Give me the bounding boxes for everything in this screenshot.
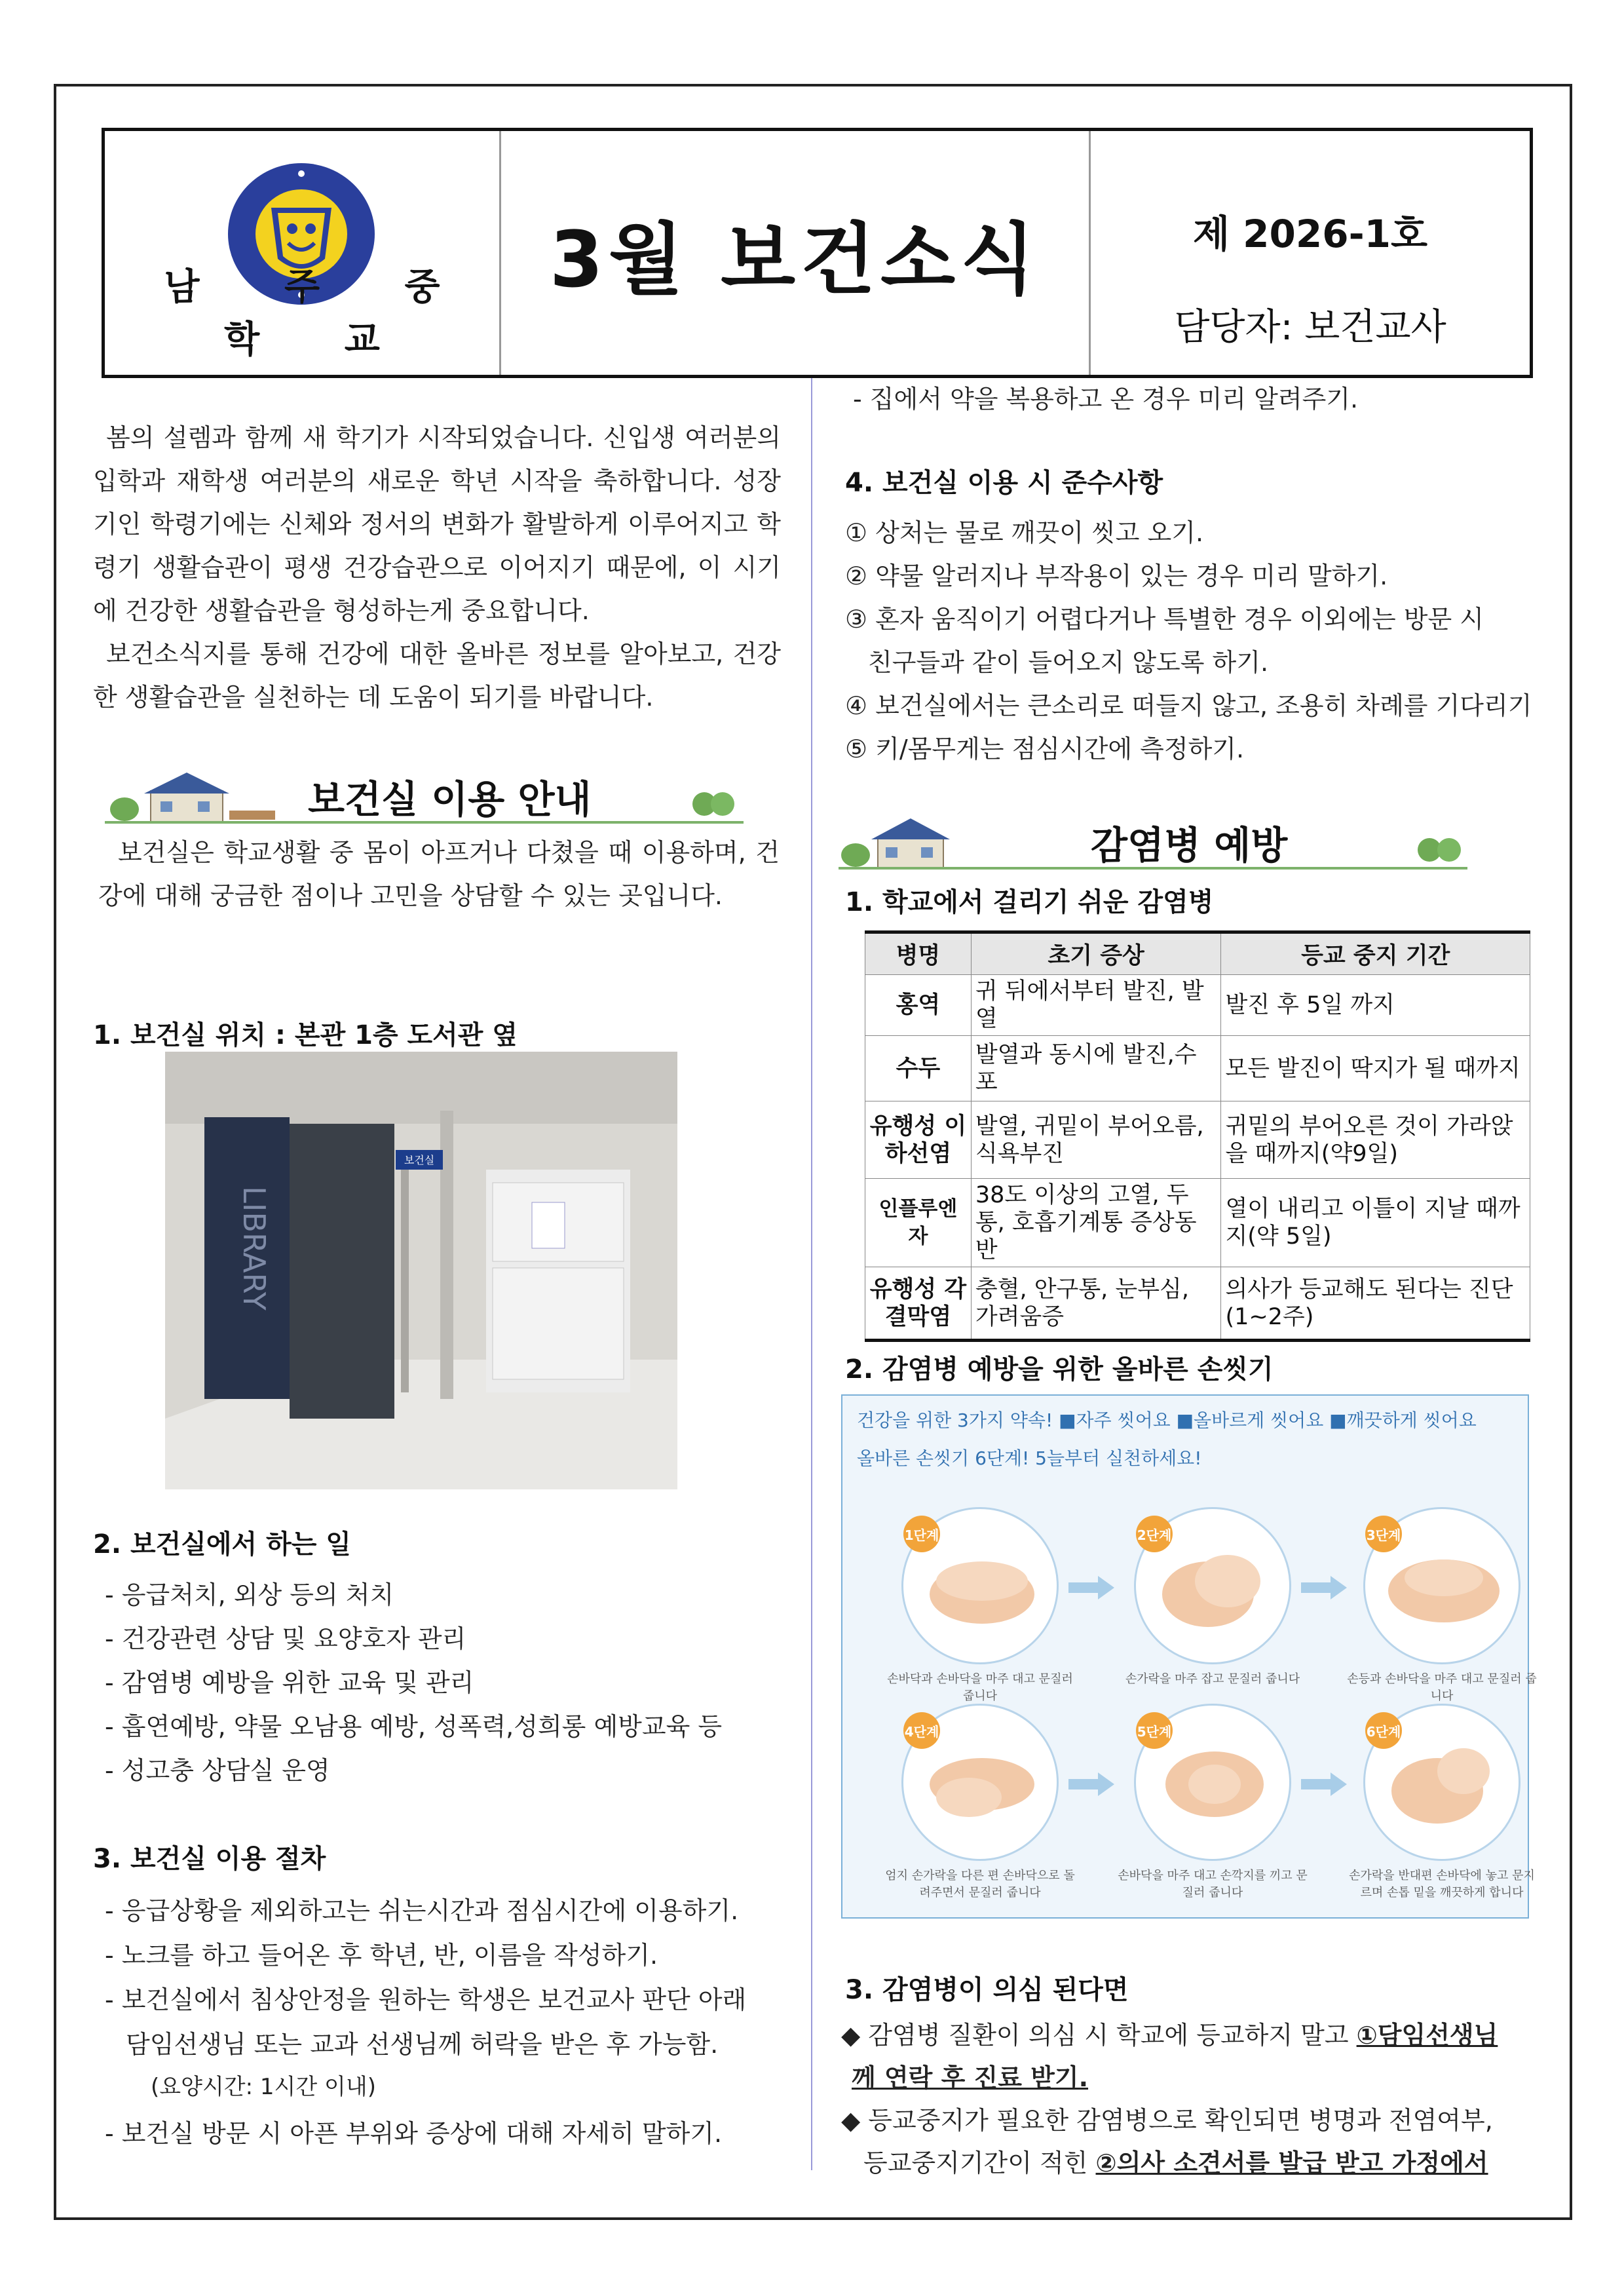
newsletter-title: 3월 보건소식: [549, 214, 1041, 305]
disease-period: 모든 발진이 딱지가 될 때까지: [1221, 1036, 1530, 1101]
poster-header: [850, 1401, 1520, 1485]
issue-number: 제 2026-1호: [1192, 212, 1428, 256]
procedure-item: (요양시간: 1시간 이내): [151, 2074, 376, 2100]
school-name: 남 주 중 학 교: [164, 266, 476, 361]
step-badge: 4단계: [903, 1712, 940, 1749]
procedure-item: - 집에서 약을 복용하고 온 경우 미리 알려주기.: [853, 385, 1359, 413]
suspect-text: 등교중지기간이 적힌: [863, 2149, 1096, 2177]
step-caption: 손가락을 반대편 손바닥에 놓고 문지르며 손톱 밑을 깨끗하게 합니다: [1349, 1869, 1535, 1900]
duty-item: - 감염병 예방을 위한 교육 및 관리: [105, 1668, 474, 1697]
rule-item: ④ 보건실에서는 큰소리로 떠들지 않고, 조용히 차례를 기다리기: [845, 691, 1532, 720]
handwash-step-3: [1363, 1507, 1520, 1664]
procedure-item: - 보건실에서 침상안정을 원하는 학생은 보건교사 판단 아래: [105, 1985, 747, 2014]
procedure-item: - 보건실 방문 시 아픈 부위와 증상에 대해 자세히 말하기.: [105, 2119, 723, 2148]
house-icon: [105, 771, 282, 824]
handwash-step-2: [1134, 1507, 1291, 1664]
tree-icon: [1415, 830, 1467, 870]
manager-label: 담당자: 보건교사: [1174, 306, 1446, 349]
duty-item: - 성고충 상담실 운영: [105, 1756, 330, 1785]
suspect-emphasis: ②의사 소견서를 발급 받고 가정에서: [1095, 2149, 1488, 2177]
photo-wall-text: LIBRARY: [236, 1186, 272, 1311]
disease-symptom: 충혈, 안구통, 눈부심, 가려움증: [971, 1267, 1221, 1341]
suspect-item-2-cont: [863, 2143, 1488, 2179]
step-caption: 엄지 손가락을 다른 편 손바닥으로 돌려주면서 문질러 줍니다: [885, 1869, 1075, 1900]
disease-period: 열이 내리고 이틀이 지날 때까지(약 5일): [1221, 1179, 1530, 1267]
banner-title: 감염병 예방: [1091, 823, 1288, 868]
disease-name: 홍역: [865, 975, 972, 1036]
intro-paragraph-1: 봄의 설렘과 함께 새 학기가 시작되었습니다. 신입생 여러분의 입학과 재학생 여러분의 새로운 학년 시작을 축하합니다. 성장기인 학령기에는 신체와 정서의 변화가 활발하게 이루어지고 학령기 생활습관이 평생 건강습관으로 이어지기 때문에, 이 시기에 건강한 생활습관을 형성하는게 중요합니다.: [93, 423, 781, 625]
procedure-item: - 노크를 하고 들어온 후 학년, 반, 이름을 작성하기.: [105, 1941, 658, 1970]
disease-period: 발진 후 5일 까지: [1221, 975, 1530, 1036]
handwash-step-6: [1363, 1704, 1520, 1861]
disease-symptom: 발열, 귀밑이 부어오름, 식욕부진: [971, 1101, 1221, 1179]
arrow-right-icon: [1068, 1772, 1114, 1796]
rule-item: ③ 혼자 움직이기 어렵다거나 특별한 경우 이외에는 방문 시: [845, 605, 1484, 634]
house-icon: [839, 817, 970, 870]
duty-item: - 흡연예방, 약물 오남용 예방, 성폭력,성희롱 예방교육 등: [105, 1712, 723, 1741]
suspect-emphasis: ①담임선생님: [1356, 2021, 1498, 2050]
common-disease-heading: 1. 학교에서 걸리기 쉬운 감염병: [845, 887, 1214, 917]
handwash-heading: 2. 감염병 예방을 위한 올바른 손씻기: [845, 1354, 1274, 1385]
step-badge: 5단계: [1136, 1712, 1173, 1749]
step-caption: 손등과 손바닥을 마주 대고 문질러 줍니다: [1347, 1672, 1537, 1703]
banner-infection: [839, 816, 1467, 875]
banner-title: 보건실 이용 안내: [308, 777, 592, 822]
table-row: [865, 975, 1530, 1036]
suspect-item-2: ◆ 등교중지가 필요한 감염병으로 확인되면 병명과 전염여부,: [841, 2106, 1493, 2135]
procedure-item: 담임선생님 또는 교과 선생님께 허락을 받은 후 가능함.: [126, 2030, 719, 2059]
location-heading: 1. 보건실 위치 : 본관 1층 도서관 옆: [93, 1020, 518, 1050]
title-block: [501, 131, 1091, 375]
step-badge: 1단계: [903, 1516, 940, 1552]
handwash-step-1: [901, 1507, 1059, 1664]
rules-heading: 4. 보건실 이용 시 준수사항: [845, 468, 1163, 498]
step-badge: 6단계: [1365, 1712, 1402, 1749]
rule-item: 친구들과 같이 들어오지 않도록 하기.: [868, 648, 1269, 677]
suspect-item-1: [841, 2015, 1498, 2051]
handwash-poster: [841, 1394, 1537, 1919]
disease-symptom: 38도 이상의 고열, 두통, 호흡기계통 증상동반: [971, 1179, 1221, 1267]
rule-item: ⑤ 키/몸무게는 점심시간에 측정하기.: [845, 735, 1245, 763]
banner-health-room: [105, 770, 744, 829]
step-caption: 손바닥과 손바닥을 마주 대고 문질러 줍니다: [887, 1672, 1073, 1703]
rule-item: ① 상처는 물로 깨끗이 씻고 오기.: [845, 518, 1204, 547]
step-badge: 3단계: [1365, 1516, 1402, 1552]
disease-name: 수두: [865, 1036, 972, 1101]
step-badge: 2단계: [1136, 1516, 1173, 1552]
photo-sign: 보건실: [404, 1154, 435, 1166]
health-room-desc: 보건실은 학교생활 중 몸이 아프거나 다쳤을 때 이용하며, 건강에 대해 궁금한 점이나 고민을 상담할 수 있는 곳입니다.: [98, 838, 780, 910]
duties-heading: 2. 보건실에서 하는 일: [93, 1529, 351, 1559]
school-block: [105, 131, 501, 375]
procedure-heading: 3. 보건실 이용 절차: [93, 1844, 326, 1874]
arrow-right-icon: [1301, 1772, 1347, 1796]
table-row: [865, 1179, 1530, 1267]
suspect-text: ◆ 감염병 질환이 의심 시 학교에 등교하지 말고: [841, 2021, 1357, 2050]
arrow-right-icon: [1068, 1576, 1114, 1599]
column-divider: [811, 378, 812, 2170]
table-row: [865, 1101, 1530, 1179]
step-caption: 손가락을 마주 잡고 문질러 줍니다: [1125, 1672, 1300, 1686]
disease-name: 유행성 각결막염: [865, 1267, 972, 1341]
table-header: 등교 중지 기간: [1221, 932, 1530, 975]
duty-item: - 건강관련 상담 및 요양호자 관리: [105, 1624, 466, 1653]
disease-symptom: 발열과 동시에 발진,수포: [971, 1036, 1221, 1101]
tree-icon: [691, 784, 737, 824]
newsletter-header: [102, 128, 1533, 378]
meta-block: [1091, 131, 1530, 375]
handwash-step-5: [1134, 1704, 1291, 1861]
duty-item: - 응급처치, 외상 등의 처치: [105, 1580, 394, 1609]
rule-item: ② 약물 알러지나 부작용이 있는 경우 미리 말하기.: [845, 562, 1388, 590]
step-caption: 손바닥을 마주 대고 손깍지를 끼고 문질러 줍니다: [1118, 1869, 1308, 1900]
disease-period: 귀밑의 부어오른 것이 가라앉을 때까지(약9일): [1221, 1101, 1530, 1179]
disease-table: [865, 930, 1530, 1342]
intro-paragraph-2: 보건소식지를 통해 건강에 대한 올바른 정보를 알아보고, 건강한 생활습관을 실천하는 데 도움이 되기를 바랍니다.: [93, 640, 781, 712]
suspect-item-1-cont: 께 연락 후 진료 받기.: [852, 2063, 1089, 2092]
table-row: [865, 1036, 1530, 1101]
table-header: 초기 증상: [971, 932, 1221, 975]
poster-line-2: 올바른 손씻기 6단계! 5늘부터 실천하세요!: [857, 1447, 1202, 1469]
suspect-heading: 3. 감염병이 의심 된다면: [845, 1975, 1129, 2005]
disease-symptom: 귀 뒤에서부터 발진, 발열: [971, 975, 1221, 1036]
disease-name: 유행성 이하선염: [865, 1101, 972, 1179]
health-room-photo: [165, 1052, 677, 1489]
disease-name: 인플루엔자: [865, 1179, 972, 1267]
handwash-step-4: [901, 1704, 1059, 1861]
poster-line-1: 건강을 위한 3가지 약속! ■자주 씻어요 ■올바르게 씻어요 ■깨끗하게 씻어요: [857, 1409, 1477, 1431]
disease-period: 의사가 등교해도 된다는 진단 (1~2주): [1221, 1267, 1530, 1341]
table-row: [865, 1267, 1530, 1341]
procedure-item: - 응급상황을 제외하고는 쉬는시간과 점심시간에 이용하기.: [105, 1896, 739, 1925]
arrow-right-icon: [1301, 1576, 1347, 1599]
table-header: 병명: [865, 932, 972, 975]
